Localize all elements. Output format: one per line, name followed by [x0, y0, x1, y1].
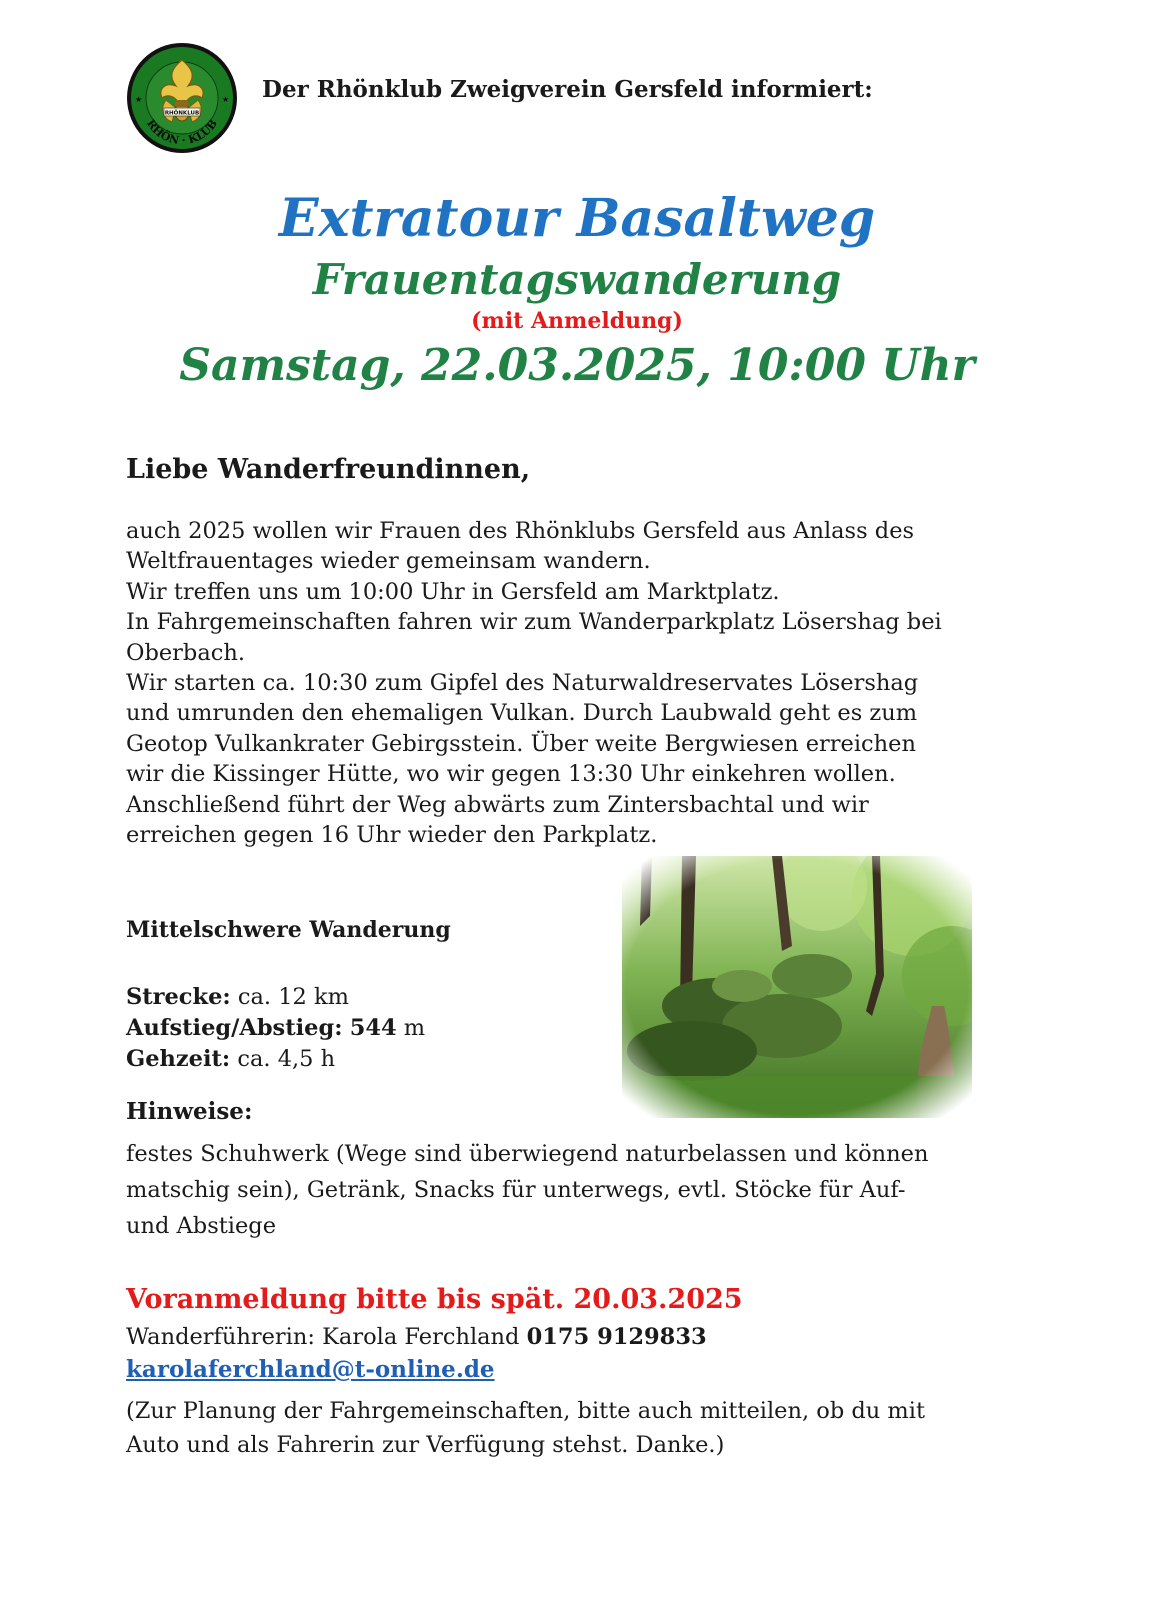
svg-text:★: ★: [222, 95, 230, 104]
club-header: Der Rhönklub Zweigverein Gersfeld informiert:: [262, 76, 873, 103]
stat-value: 544: [349, 1015, 397, 1041]
planning-line: (Zur Planung der Fahrgemeinschaften, bitte auch mitteilen, ob du mit: [126, 1398, 926, 1424]
description-line: und umrunden den ehemaligen Vulkan. Durch Laubwald geht es zum: [126, 700, 918, 727]
greeting: Liebe Wanderfreundinnen,: [126, 454, 531, 485]
svg-text:★: ★: [135, 95, 143, 104]
hint-line: festes Schuhwerk (Wege sind überwiegend naturbelassen und können: [126, 1141, 929, 1167]
description-line: Oberbach.: [126, 639, 245, 666]
planning-note: [126, 1394, 925, 1462]
description-line: erreichen gegen 16 Uhr wieder den Parkplatz.: [126, 821, 658, 848]
registration-note: (mit Anmeldung): [471, 308, 683, 334]
event-subtitle: Frauentagswanderung: [312, 255, 842, 304]
stat-label: Gehzeit:: [126, 1046, 231, 1072]
event-description: [126, 516, 942, 850]
stat-elevation: [126, 1013, 425, 1044]
stat-label: Strecke:: [126, 984, 231, 1010]
guide-contact: [126, 1324, 707, 1350]
guide-phone: 0175 9129833: [526, 1324, 707, 1350]
difficulty-label: Mittelschwere Wanderung: [126, 917, 451, 943]
description-line: Anschließend führt der Weg abwärts zum Zintersbachtal und wir: [126, 791, 869, 818]
hint-line: und Abstiege: [126, 1213, 277, 1239]
description-line: wir die Kissinger Hütte, wo wir gegen 13:30 Uhr einkehren wollen.: [126, 761, 896, 788]
description-line: In Fahrgemeinschaften fahren wir zum Wanderparkplatz Lösershag bei: [126, 609, 942, 636]
planning-line: Auto und als Fahrerin zur Verfügung stehst. Danke.): [126, 1432, 725, 1458]
stat-value: ca. 4,5 h: [237, 1046, 336, 1072]
stat-value: ca. 12 km: [237, 984, 349, 1010]
stat-label: Aufstieg/Abstieg:: [126, 1015, 343, 1041]
stat-distance: [126, 982, 425, 1013]
stat-duration: [126, 1044, 425, 1075]
description-line: Wir treffen uns um 10:00 Uhr in Gersfeld am Marktplatz.: [126, 578, 780, 605]
description-line: auch 2025 wollen wir Frauen des Rhönklubs Gersfeld aus Anlass des: [126, 518, 915, 544]
description-line: Geotop Vulkankrater Gebirgsstein. Über weite Bergwiesen erreichen: [126, 730, 916, 757]
email-link[interactable]: karolaferchland@t-online.de: [126, 1356, 495, 1383]
tour-stats: [126, 982, 425, 1075]
description-line: Wir starten ca. 10:30 zum Gipfel des Naturwaldreservates Lösershag: [126, 669, 919, 696]
description-line: Weltfrauentages wieder gemeinsam wandern.: [126, 548, 651, 575]
hints-text: [126, 1136, 928, 1244]
event-title: Extratour Basaltweg: [278, 188, 876, 249]
hint-line: matschig sein), Getränk, Snacks für unterwegs, evtl. Stöcke für Auf-: [126, 1177, 906, 1203]
guide-label: Wanderführerin: Karola Ferchland: [126, 1324, 527, 1350]
rhoenklub-logo: [126, 42, 238, 154]
event-date: Samstag, 22.03.2025, 10:00 Uhr: [179, 340, 975, 391]
logo-banner-text: RHÖNKLUB: [164, 110, 200, 117]
registration-deadline: Voranmeldung bitte bis spät. 20.03.2025: [126, 1284, 743, 1315]
hints-heading: Hinweise:: [126, 1098, 253, 1125]
stat-unit: m: [396, 1015, 426, 1041]
logo-ring-text: RHÖN · KLUB: [144, 117, 220, 148]
forest-path-photo: [622, 856, 972, 1118]
